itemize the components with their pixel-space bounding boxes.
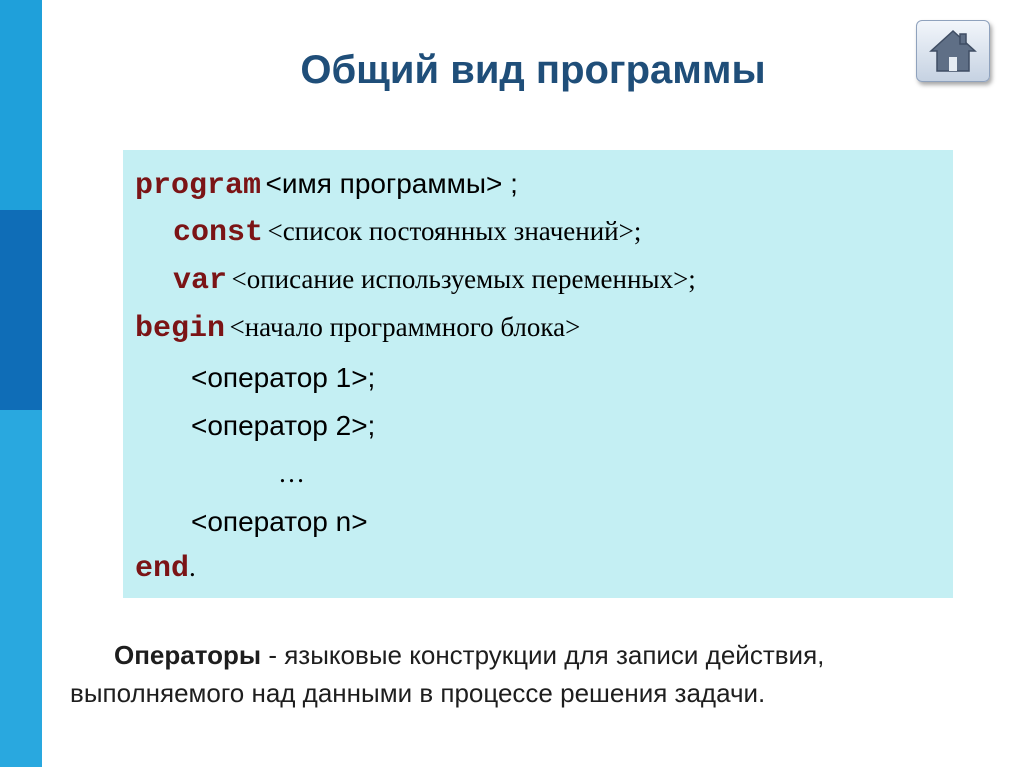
definition-text	[70, 636, 1000, 712]
code-line-program	[135, 168, 518, 203]
code-line-begin-text: <начало программного блока>	[229, 312, 581, 342]
home-button[interactable]	[916, 20, 990, 82]
code-line-ellipsis: …	[278, 458, 305, 488]
slide-title: Общий вид программы	[300, 48, 766, 92]
definition-term: Операторы	[114, 640, 262, 670]
side-stripe-middle	[0, 210, 42, 410]
side-stripe	[0, 0, 42, 767]
code-line-var-text: <описание используемых переменных>;	[231, 264, 696, 294]
code-line-end-text: .	[189, 552, 196, 582]
code-line-const-text: <список постоянных значений>;	[267, 216, 642, 246]
code-line-begin	[135, 312, 580, 346]
code-line-const	[173, 216, 641, 250]
home-icon	[929, 27, 977, 75]
code-line-operator-1: <оператор 1>;	[191, 362, 376, 393]
keyword-const: const	[173, 216, 264, 250]
code-line-program-text: <имя программы> ;	[265, 168, 518, 199]
side-stripe-top	[0, 0, 42, 210]
definition-line-1	[70, 636, 1000, 674]
keyword-begin: begin	[135, 312, 226, 346]
code-line-end	[135, 552, 196, 586]
keyword-program: program	[135, 169, 262, 203]
keyword-var: var	[173, 264, 228, 298]
code-block	[123, 150, 953, 598]
code-line-var	[173, 264, 696, 298]
code-line-operator-n: <оператор n>	[191, 506, 368, 537]
definition-line-2: выполняемого над данными в процессе решения задачи.	[70, 678, 766, 708]
side-stripe-bottom	[0, 410, 42, 767]
keyword-end: end	[135, 552, 190, 586]
code-line-operator-2: <оператор 2>;	[191, 410, 376, 441]
definition-line-1-rest: - языковые конструкции для записи действия,	[261, 640, 825, 670]
